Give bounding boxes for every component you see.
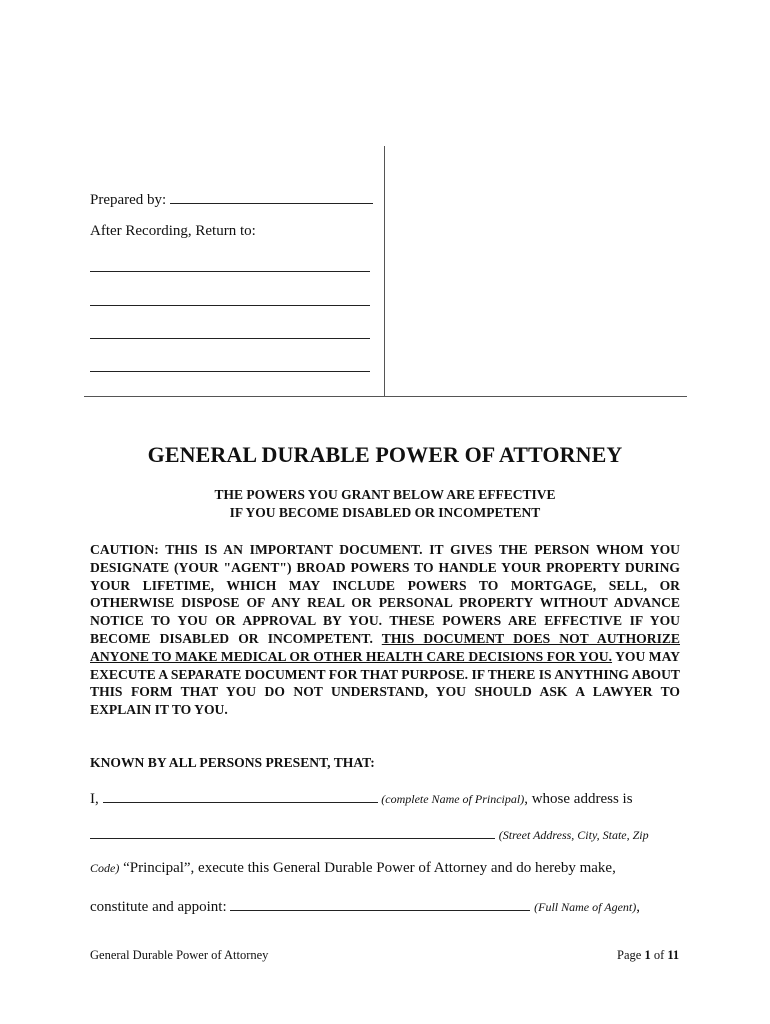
caution-paragraph xyxy=(90,541,680,719)
agent-hint: (Full Name of Agent) xyxy=(534,900,637,914)
return-to-line-2[interactable] xyxy=(90,305,370,306)
principal-row xyxy=(90,789,633,808)
header-horizontal-divider xyxy=(84,396,687,397)
address-hint: (Street Address, City, State, Zip xyxy=(498,828,649,842)
constitute-label: constitute and appoint: xyxy=(90,899,227,915)
address-field[interactable] xyxy=(90,825,495,839)
document-title: GENERAL DURABLE POWER OF ATTORNEY xyxy=(147,442,623,467)
agent-comma: , xyxy=(636,899,640,915)
subtitle-line-2: IF YOU BECOME DISABLED OR INCOMPETENT xyxy=(229,505,541,520)
page-total: 11 xyxy=(667,948,680,962)
prepared-by-field[interactable] xyxy=(170,189,373,204)
subtitle-line-1: THE POWERS YOU GRANT BELOW ARE EFFECTIVE xyxy=(214,487,556,502)
principal-hint: (complete Name of Principal) xyxy=(381,792,525,806)
prepared-by-label: Prepared by: xyxy=(90,192,167,208)
page-of: of xyxy=(653,948,665,962)
whose-address-text: , whose address is xyxy=(524,791,633,807)
principal-clause-row xyxy=(90,860,616,877)
known-by-heading: KNOWN BY ALL PERSONS PRESENT, THAT: xyxy=(90,755,375,770)
agent-name-field[interactable] xyxy=(230,897,530,911)
page-current: 1 xyxy=(644,948,651,962)
return-to-line-4[interactable] xyxy=(90,371,370,372)
i-label: I, xyxy=(90,791,99,807)
code-hint: Code) xyxy=(90,861,120,875)
page-number xyxy=(617,948,679,963)
header-vertical-divider xyxy=(384,146,385,396)
caution-text-2: YOU MAY EXECUTE A SEPARATE DOCUMENT FOR THAT PURPOSE. IF THERE IS ANYTHING ABOUT THIS FORM THAT YOU DO NOT UNDERSTAND, YOU SHOULD ASK A LAWYER TO EXPLAIN IT TO YOU. xyxy=(90,648,681,718)
agent-row xyxy=(90,897,640,916)
return-to-label: After Recording, Return to: xyxy=(90,223,256,239)
address-row xyxy=(90,825,649,844)
principal-name-field[interactable] xyxy=(103,789,378,803)
caution-underlined-text: THIS DOCUMENT DOES NOT AUTHORIZE ANYONE TO MAKE MEDICAL OR OTHER HEALTH CARE DECISIONS FOR YOU. xyxy=(90,630,680,664)
footer-title: General Durable Power of Attorney xyxy=(90,948,269,962)
page-prefix: Page xyxy=(617,948,642,962)
return-to-line-3[interactable] xyxy=(90,338,370,339)
prepared-by-row xyxy=(90,189,373,209)
principal-clause-text: “Principal”, execute this General Durable Power of Attorney and do hereby make, xyxy=(123,860,616,876)
return-to-line-1[interactable] xyxy=(90,271,370,272)
caution-text-1: CAUTION: THIS IS AN IMPORTANT DOCUMENT. IT GIVES THE PERSON WHOM YOU DESIGNATE (YOUR "AGENT") BROAD POWERS TO HANDLE YOUR PROPERTY DURING YOUR LIFETIME, WHICH MAY INCLUDE POWERS TO MORTGAGE, SELL, OR OTHERWISE DISPOSE OF ANY REAL OR PERSONAL PROPERTY WITHOUT ADVANCE NOTICE TO YOU OR APPROVAL BY YOU. THESE POWERS ARE EFFECTIVE IF YOU BECOME DISABLED OR INCOMPETENT. xyxy=(90,542,680,646)
